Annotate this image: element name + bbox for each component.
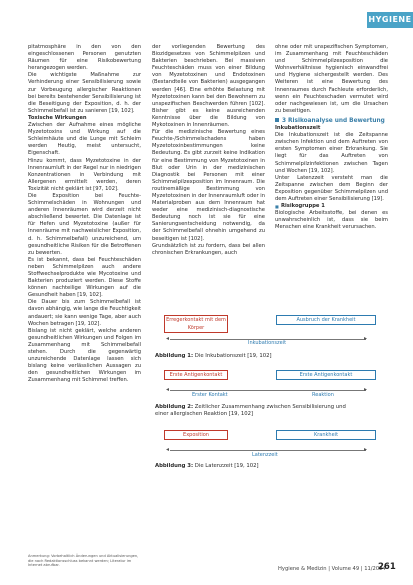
paragraph: Biologische Arbeitsstoffe, bei denen es unwahrscheinlich ist, dass sie beim Menschen eine Krankheit verursachen.: [275, 210, 388, 231]
paragraph: Es ist bekannt, dass bei Feuchteschäden neben Schimmelpilzen auch andere Stoffwechselprodukte wie Mycotoxine und Bakterien produziert werden. Diese Stoffe können nachteilige Wirkungen auf die Gesundheit haben [19, 102].: [28, 256, 141, 299]
figure-1-period: Inkubationszeit: [248, 340, 287, 346]
figure-2-label-b: Reaktion: [312, 392, 334, 398]
arrow-left-icon: ◂: [166, 335, 170, 342]
arrow-left-icon: ◂: [166, 446, 170, 453]
paragraph: Die Dauer bis zum Schimmelbefall ist davon abhängig, wie lange die Feuchtigkeit andauert; sie kann wenige Tage, aber auch Wochen betragen [19, 102].: [28, 299, 141, 327]
square-bullet-icon: [275, 118, 279, 122]
paragraph: Die Inkubationszeit ist die Zeitspanne zwischen Infektion und dem Auftreten von ersten Symptomen einer Erkrankung. Sie liegt für das Auftreten von Schimmelpilzinfektionen zwischen Tagen und Wochen [19, 102].: [275, 132, 388, 174]
figure-2-timeline: [170, 390, 366, 391]
subheading: Toxische Wirkungen: [28, 114, 87, 121]
arrow-right-icon: ▸: [364, 446, 368, 453]
figure-1-box-end: Ausbruch der Krankheit: [276, 315, 376, 325]
paragraph: der vorliegenden Bewertung des Biozidgesetzes von Schimmelpilzen und Bakterien beschrieben. Bei massiven Feuchteschäden muss von einer Bildung von Myzetotoxinen und Endotoxinen (Bestandteile von Bakterien) ausgegangen werden [46]. Eine erhöhte Belastung mit Myzetotoxinen kann bei den Bewohnern zu unspezifischen Beschwerden führen [102]. Bisher gibt es keine ausreichenden Kenntnisse über die Bildung von Mykotoxinen in Innenräumen.: [152, 44, 265, 129]
paragraph: Grundsätzlich ist zu fordern, dass bei allen chronischen Erkrankungen, auch: [152, 242, 265, 256]
figure-3: [152, 428, 388, 462]
figure-2-label-a: Erster Kontakt: [192, 392, 228, 398]
paragraph: Die wichtigste Maßnahme zur Verhinderung einer Sensibilisierung sowie zur Vorbeugung allergischer Reaktionen bei bereits bestehender Sensibilisierung ist die Beseitigung der Exposition, d. h. der Schimmelbefall ist zu sanieren [19, 102].: [28, 72, 141, 114]
figure-2: [152, 368, 388, 402]
figure-3-box-end: Krankheit: [276, 430, 376, 440]
bullet-item: ■ Risikogruppe 1: [275, 203, 388, 210]
figure-3-timeline: [170, 450, 366, 451]
figure-3-period: Latenzzeit: [252, 452, 278, 458]
text-column-2: [152, 44, 265, 257]
text-column-1: [28, 44, 141, 385]
paragraph: Für die medizinische Bewertung eines Feuchte-/Schimmelschadens haben Myzetotoxinbestimmungen keine Bedeutung. Es gibt zurzeit keine Indikation für eine Bestimmung von Myzetotoxinen in Blut oder Urin in der medizinischen Diagnostik bei Personen mit einer Schimmelpilzexposition im Innenraum. Die routinemäßige Bestimmung von Myzetotoxinen in der Innenraumluft oder in Materialproben aus dem Innenraum hat weder eine medizinisch-diagnostische Bedeutung noch ist sie für eine Sanierungsentscheidung notwendig, da der Schimmelbefall ohnehin umgehend zu beseitigen ist [102].: [152, 129, 265, 242]
figure-1: [152, 313, 388, 347]
figure-1-caption: Abbildung 1: Die Inkubationszeit [19, 102]: [155, 353, 272, 359]
text-column-3: [275, 44, 388, 231]
arrow-right-icon: ▸: [364, 386, 368, 393]
section-tag: HYGIENE: [367, 12, 413, 28]
figure-3-caption: Abbildung 3: Die Latenzzeit [19, 102]: [155, 463, 259, 469]
figure-2-box-second: Erste Antigenkontakt: [276, 370, 376, 380]
figure-2-caption: Abbildung 2: Zeitlicher Zusammenhang zwischen Sensibilisierung und einer allergischen Reaktion [19, 102]: [155, 404, 346, 417]
paragraph: Die Exposition bei Feuchte-Schimmelschäden in Wohnungen und anderen Innenräumen wird derzeit nicht abschließend bewertet. Die Datenlage ist für Hefen und Myzetotoxine (außer für Innenräume mit nachweislicher Exposition, d. h. Schimmelbefall) unzureichend, um gesundheitliche Risiken für die Betroffenen zu bewerten.: [28, 192, 141, 256]
arrow-left-icon: ◂: [166, 386, 170, 393]
paragraph: Unter Latenzzeit versteht man die Zeitspanne zwischen dem Beginn der Exposition gegenüber Schimmelpilzen und dem Auftreten einer Sensibilisierung [19].: [275, 174, 388, 202]
section-heading: 3 Risikoanalyse und Bewertung: [275, 118, 388, 125]
figure-2-box-first: Erste Antigenkontakt: [164, 370, 228, 380]
paragraph: pitatmosphäre in den von den eingeschlossenen Personen genutzten Räumen für eine Risikobewertung herangezogen werden.: [28, 44, 141, 72]
figure-3-box-start: Exposition: [164, 430, 228, 440]
paragraph: Hinzu kommt, dass Myzetotoxine in der Innenraumluft in der Regel nur in niedrigen Konzentrationen in Verbindung mit Allergenen ermittelt werden, deren Toxizität nicht geklärt ist [97, 102].: [28, 157, 141, 192]
subheading: Inkubationszeit: [275, 125, 321, 132]
paragraph: Zwischen der Aufnahme eines mögliche Myzetotoxins und Wirkung auf die Schleimhäute und die Lunge mit Schleim werden Heutig, meist untersucht, Eigenschaft.: [28, 122, 141, 157]
paragraph: ohne oder mit unspezifischen Symptomen, im Zusammenhang mit Feuchteschäden und Schimmelpilzexposition die Wohnverhältnisse hygienisch einwandfrei und Hygiene sichergestellt werden. Des Weiteren ist eine Bewertung des Innenraumes durch Fachleute erforderlich, wenn ein Feuchteschaden vermutet wird oder nachgewiesen ist, um die Ursachen zu beseitigen.: [275, 44, 388, 114]
arrow-right-icon: ▸: [364, 335, 368, 342]
figure-1-box-start: Erregerkontakt mit dem Körper: [164, 315, 228, 333]
footnote: Anmerkung: Vorbehaltlich Änderungen und Aktualisierungen, die nach Redaktionsschluss bekannt werden; Literatur im Internet abrufbar.: [28, 554, 139, 568]
page-number: 261: [378, 562, 396, 572]
journal-reference: Hygiene & Medizin | Volume 49 | 11/2024: [278, 566, 386, 572]
paragraph: Bislang ist nicht geklärt, welche anderen gesundheitlichen Wirkungen und Folgen im Zusammenhang mit Schimmelbefall stehen. Durch die gegenwärtig unzureichende Datenlage lassen sich bislang keine verlässlichen Aussagen zu den gesundheitlichen Wirkungen im Zusammenhang mit Schimmel treffen.: [28, 327, 141, 384]
